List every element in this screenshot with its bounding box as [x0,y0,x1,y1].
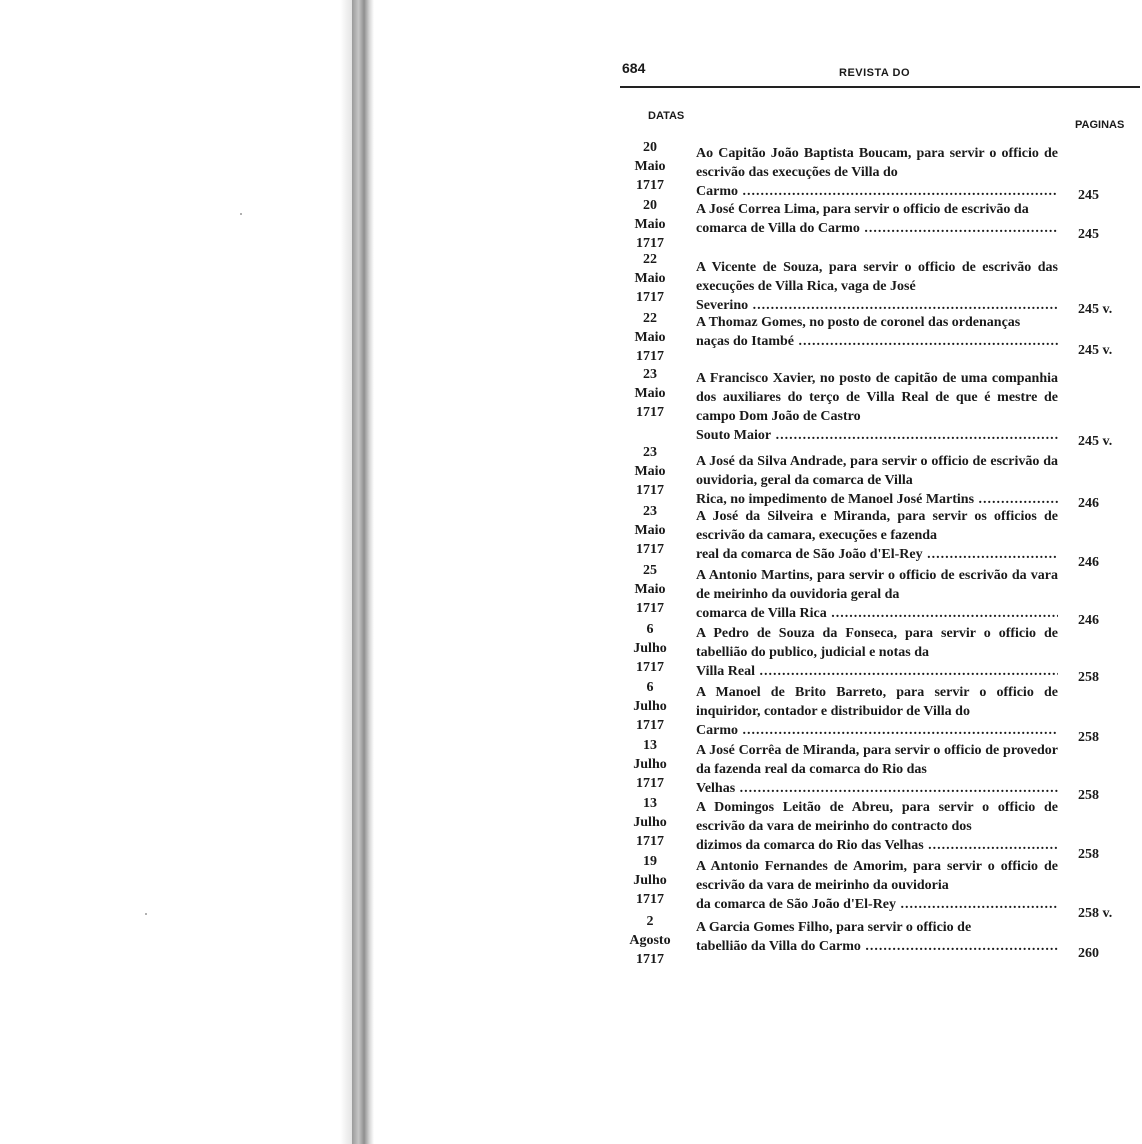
column-header-paginas: PAGINAS [1075,119,1125,131]
entry-date-month: Agosto [629,933,671,948]
entry-page-number: 245 v. [1078,434,1113,449]
entry-text: A Francisco Xavier, no posto de capitão de uma companhia dos auxiliares do terço de Villa Real de que é mestre de campo Dom João de Castro [696,371,1058,424]
entry-description [696,683,1058,740]
entry-text: A Pedro de Souza da Fonseca, para servir o officio de tabellião do publico, judicial e notas da [696,626,1058,660]
entry-page-number: 258 v. [1078,906,1113,921]
page-number: 684 [622,60,646,76]
entry-text: A Vicente de Souza, para servir o officio de escrivão das execuções de Villa Rica, vaga de José [696,260,1058,294]
entry-page-number: 245 [1078,188,1099,203]
entry-date [612,138,688,195]
entry-text: A José da Silveira e Miranda, para servir os officios de escrivão da camara, execuções e fazenda [696,509,1058,543]
entry-description [696,369,1058,445]
entry-date [612,250,688,307]
entry-description [696,144,1058,201]
entry-text-last-line: Rica, no impedimento de Manoel José Martins ..... [696,490,1058,509]
entry-page-number: 246 [1078,496,1099,511]
entry-page-number: 245 v. [1078,302,1113,317]
entry-text: A Thomaz Gomes, no posto de coronel das ordenanças [696,315,1021,330]
entry-text: Ao Capitão João Baptista Boucam, para servir o officio de escrivão das execuções de Villa do [696,146,1058,180]
entry-date-month: Maio [634,217,666,232]
entry-date-year: 1717 [636,178,664,193]
entry-date-month: Maio [634,464,666,479]
entry-text-last-line: Velhas ..... [696,779,1058,798]
entry-date-day: 23 [643,445,657,460]
running-head: REVISTA DO [839,67,911,79]
entry-date-year: 1717 [636,776,664,791]
entry-text-last-line: naças do Itambé ..... [696,332,1058,351]
entry-date-month: Maio [634,271,666,286]
entry-date [612,196,688,253]
entry-page-number: 258 [1078,788,1099,803]
entry-date [612,852,688,909]
entry-page-number: 258 [1078,847,1099,862]
entry-text: A José Correa Lima, para servir o officio de escrivão da [696,202,1029,217]
entry-description [696,313,1058,351]
entry-date-month: Julho [633,641,667,656]
entry-page-number: 245 v. [1078,343,1113,358]
entry-description [696,857,1058,914]
entry-page-number: 246 [1078,613,1099,628]
entry-text: A José Corrêa de Miranda, para servir o officio de provedor da fazenda real da comarca do Rio das [696,743,1058,777]
entry-date-year: 1717 [636,236,664,251]
paper-speck [240,213,242,215]
entry-description [696,507,1058,564]
entry-date-month: Maio [634,386,666,401]
entry-text-last-line: Villa Real ..... [696,662,1058,681]
entry-description [696,798,1058,855]
entry-date-day: 13 [643,796,657,811]
entry-date-day: 23 [643,504,657,519]
entry-text-last-line: Souto Maior ..... [696,426,1058,445]
entry-date-day: 6 [646,622,654,637]
entry-date [612,794,688,851]
column-header-datas: DATAS [648,110,685,122]
entry-date-month: Maio [634,330,666,345]
entry-date-day: 22 [643,252,657,267]
entry-date-day: 2 [646,914,654,929]
book-gutter [352,0,374,1144]
entry-date-year: 1717 [636,542,664,557]
entry-date-year: 1717 [636,952,664,967]
entry-date [612,561,688,618]
header-rule [620,86,1140,88]
entry-date-month: Julho [633,815,667,830]
entry-date-year: 1717 [636,483,664,498]
entry-date [612,912,688,969]
entry-date-year: 1717 [636,718,664,733]
entry-text-last-line: da comarca de São João d'El-Rey ..... [696,895,1058,914]
entry-date-year: 1717 [636,290,664,305]
entry-date [612,736,688,793]
entry-date-day: 20 [643,198,657,213]
entry-date-day: 22 [643,311,657,326]
entry-date [612,309,688,366]
entry-date-year: 1717 [636,660,664,675]
entry-description [696,918,1058,956]
entry-date-day: 13 [643,738,657,753]
entry-description [696,566,1058,623]
entry-text: A Garcia Gomes Filho, para servir o officio de [696,920,972,935]
entry-description [696,741,1058,798]
entry-date-day: 6 [646,680,654,695]
entry-text-last-line: Carmo ..... [696,182,1058,201]
entry-date-month: Julho [633,757,667,772]
entry-description [696,452,1058,509]
entry-text-last-line: tabellião da Villa do Carmo ..... [696,937,1058,956]
gutter-shadow [340,0,352,1144]
entry-description [696,258,1058,315]
entry-date-year: 1717 [636,834,664,849]
entry-date-year: 1717 [636,601,664,616]
entry-text: A Antonio Martins, para servir o officio de escrivão da vara de meirinho da ouvidoria geral da [696,568,1058,602]
entry-text-last-line: Carmo ..... [696,721,1058,740]
entry-date-day: 20 [643,140,657,155]
entry-text: A Antonio Fernandes de Amorim, para servir o officio de escrivão da vara de meirinho da ouvidoria [696,859,1058,893]
entry-date [612,365,688,422]
entry-text-last-line: comarca de Villa Rica ..... [696,604,1058,623]
entry-date-month: Julho [633,873,667,888]
entry-text-last-line: dizimos da comarca do Rio das Velhas ..... [696,836,1058,855]
entry-page-number: 246 [1078,555,1099,570]
entry-description [696,624,1058,681]
entry-text-last-line: real da comarca de São João d'El-Rey ..... [696,545,1058,564]
entry-page-number: 258 [1078,730,1099,745]
entry-text: A José da Silva Andrade, para servir o officio de escrivão da ouvidoria, geral da comarca de Villa [696,454,1058,488]
entry-date-year: 1717 [636,405,664,420]
entry-date-day: 23 [643,367,657,382]
entry-page-number: 260 [1078,946,1099,961]
entry-date-month: Maio [634,523,666,538]
entry-date-year: 1717 [636,892,664,907]
entry-text-last-line: comarca de Villa do Carmo ..... [696,219,1058,238]
entry-date [612,443,688,500]
entry-date-month: Maio [634,159,666,174]
entry-date-day: 19 [643,854,657,869]
entry-date-day: 25 [643,563,657,578]
entry-date-month: Maio [634,582,666,597]
entry-page-number: 258 [1078,670,1099,685]
entry-date-month: Julho [633,699,667,714]
entry-page-number: 245 [1078,227,1099,242]
entry-date [612,502,688,559]
entry-text-last-line: Severino ..... [696,296,1058,315]
entry-text: A Manoel de Brito Barreto, para servir o officio de inquiridor, contador e distribuidor de Villa do [696,685,1058,719]
paper-speck [145,913,147,915]
entry-date [612,620,688,677]
entry-description [696,200,1058,238]
entry-date [612,678,688,735]
entry-text: A Domingos Leitão de Abreu, para servir o officio de escrivão da vara de meirinho do contracto dos [696,800,1058,834]
entry-date-year: 1717 [636,349,664,364]
